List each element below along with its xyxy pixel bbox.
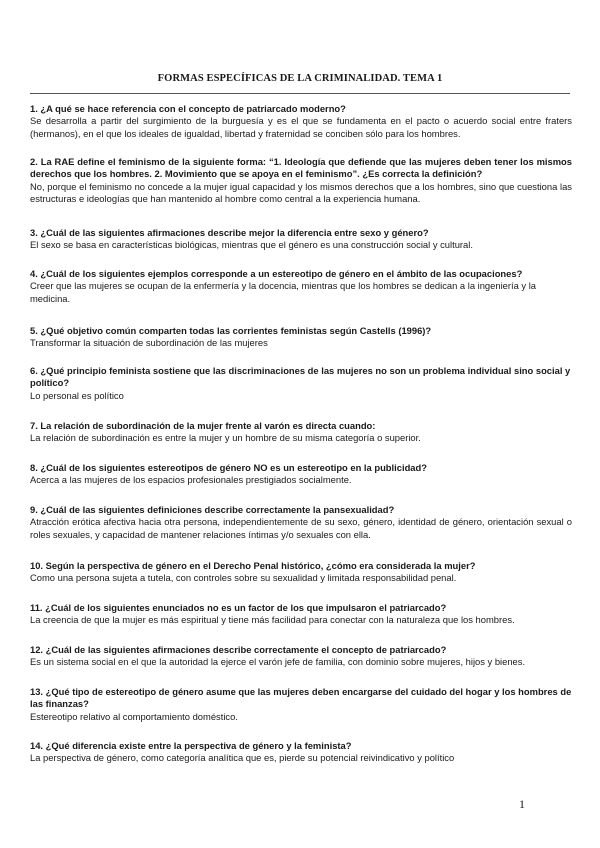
qa-item-8 — [30, 462, 572, 487]
question-4: 4. ¿Cuál de los siguientes ejemplos corresponde a un estereotipo de género en el ámbito de las ocupaciones? — [30, 268, 523, 279]
document-title: FORMAS ESPECÍFICAS DE LA CRIMINALIDAD. TEMA 1 — [157, 73, 443, 84]
answer-8: Acerca a las mujeres de los espacios profesionales prestigiados socialmente. — [30, 474, 352, 486]
answer-13: Estereotipo relativo al comportamiento doméstico. — [30, 710, 238, 722]
qa-item-13 — [30, 686, 572, 723]
question-9: 9. ¿Cuál de las siguientes definiciones describe correctamente la pansexualidad? — [30, 504, 395, 515]
answer-12: Es un sistema social en el que la autoridad la ejerce el varón jefe de familia, con dominio sobre mujeres, hijos y bienes. — [30, 656, 526, 668]
question-7: 7. La relación de subordinación de la mujer frente al varón es directa cuando: — [30, 420, 376, 431]
answer-4: Creer que las mujeres se ocupan de la enfermería y la docencia, mientras que los hombres se dedican a la ingeniería y la medicina. — [30, 280, 537, 304]
question-12: 12. ¿Cuál de las siguientes afirmaciones describe correctamente el concepto de patriarcado? — [30, 644, 447, 655]
answer-3: El sexo se basa en características biológicas, mientras que el género es una construcción social y cultural. — [30, 239, 473, 251]
qa-item-11 — [30, 602, 572, 627]
answer-2: No, porque el feminismo no concede a la mujer igual capacidad y los mismos derechos que a los hombres, sino que cuestiona las estructuras e ideologías que han mantenido al hombre como central a la experiencia humana. — [30, 180, 572, 205]
answer-14: La perspectiva de género, como categoría analítica que es, pierde su potencial reivindicativo y político — [30, 752, 455, 764]
question-14: 14. ¿Qué diferencia existe entre la perspectiva de género y la feminista? — [30, 740, 352, 751]
qa-item-14 — [30, 740, 572, 765]
question-5: 5. ¿Qué objetivo común comparten todas las corrientes feministas según Castells (1996)? — [30, 325, 432, 336]
question-1: 1. ¿A qué se hace referencia con el concepto de patriarcado moderno? — [30, 103, 346, 114]
qa-item-9 — [30, 504, 572, 541]
title-divider — [30, 93, 570, 94]
qa-item-7 — [30, 420, 572, 445]
qa-item-4 — [30, 268, 572, 305]
qa-item-12 — [30, 644, 572, 669]
answer-5: Transformar la situación de subordinación de las mujeres — [30, 337, 268, 349]
qa-item-5 — [30, 325, 572, 350]
answer-11: La creencia de que la mujer es más espiritual y tiene más facilidad para conectar con la naturaleza que los hombres. — [30, 614, 515, 626]
answer-1: Se desarrolla a partir del surgimiento de la burguesía y es el que se fundamenta en el pacto o acuerdo social entre fraters (hermanos), en el que los ideales de igualdad, libertad y fraternidad se conciben sólo para los hombres. — [30, 115, 572, 139]
qa-item-2 — [30, 156, 572, 206]
question-8: 8. ¿Cuál de los siguientes estereotipos de género NO es un estereotipo en la publicidad? — [30, 462, 427, 473]
qa-item-3 — [30, 227, 572, 252]
question-11: 11. ¿Cuál de los siguientes enunciados no es un factor de los que impulsaron el patriarcado? — [30, 602, 447, 613]
page-number: 1 — [519, 797, 525, 811]
qa-item-10 — [30, 560, 572, 585]
answer-7: La relación de subordinación es entre la mujer y un hombre de su misma categoría o superior. — [30, 432, 421, 444]
answer-9: Atracción erótica afectiva hacia otra persona, independientemente de su sexo, género, identidad de género, orientación sexual o roles sexuales, y capacidad de mantener relaciones íntimas y/o sexuales con ella. — [30, 516, 572, 540]
question-2: 2. La RAE define el feminismo de la siguiente forma: “1. Ideología que defiende que las mujeres deben tener los mismos derechos que los hombres. 2. Movimiento que se apoya en el feminismo”. ¿Es correcta la definición? — [30, 156, 572, 180]
qa-item-1 — [30, 103, 572, 140]
question-10: 10. Según la perspectiva de género en el Derecho Penal histórico, ¿cómo era considerada la mujer? — [30, 560, 476, 571]
question-3: 3. ¿Cuál de las siguientes afirmaciones describe mejor la diferencia entre sexo y género? — [30, 227, 429, 238]
answer-10: Como una persona sujeta a tutela, con controles sobre su sexualidad y limitada responsabilidad penal. — [30, 572, 457, 584]
question-13: 13. ¿Qué tipo de estereotipo de género asume que las mujeres deben encargarse del cuidado del hogar y los hombres de las finanzas? — [30, 686, 572, 710]
answer-6: Lo personal es político — [30, 389, 124, 401]
question-6: 6. ¿Qué principio feminista sostiene que las discriminaciones de las mujeres no son un problema individual sino social y político? — [30, 365, 571, 389]
qa-item-6 — [30, 365, 572, 402]
